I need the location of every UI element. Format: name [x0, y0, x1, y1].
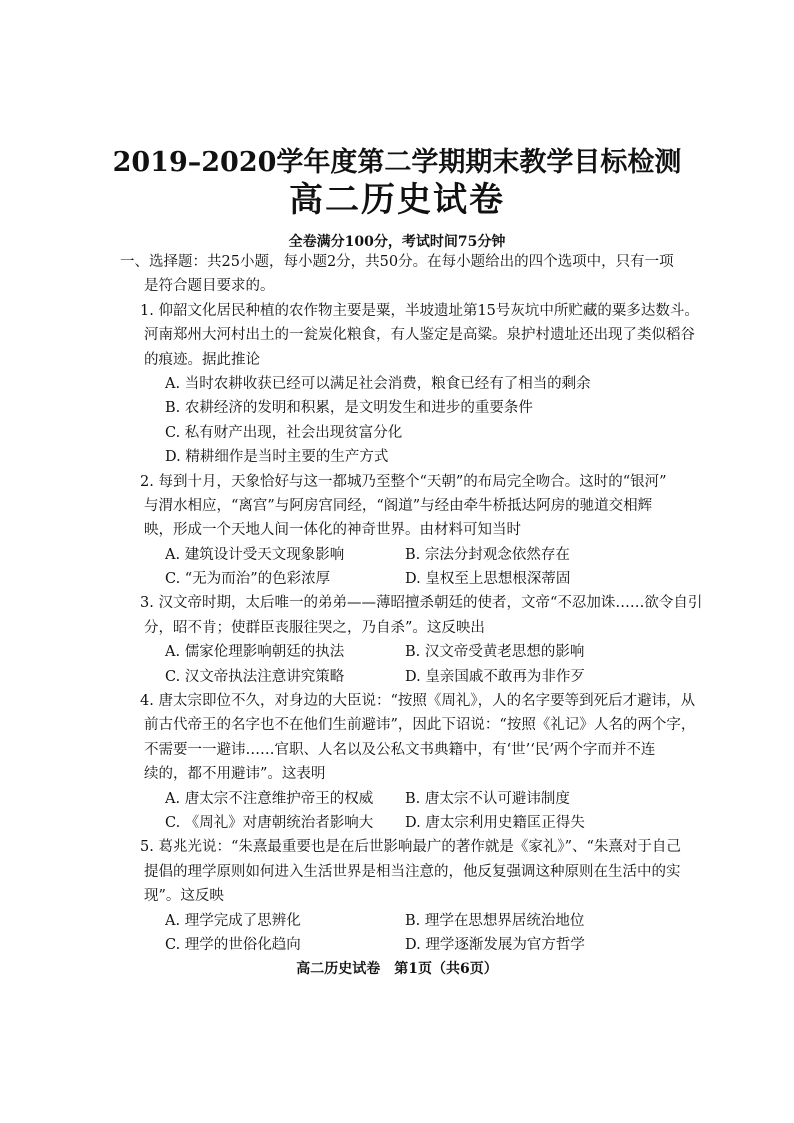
exam-subject: 高二历史试卷: [289, 180, 505, 220]
question-text: 提倡的理学原则如何进入生活世界是相当注意的，他反复强调这种原则在生活中的实: [144, 863, 681, 880]
option-row: [144, 543, 664, 567]
question-text: 4. 唐太宗即位不久，对身边的大臣说：“按照《周礼》，人的名字要等到死后才避讳，从: [140, 693, 696, 710]
question-text: 映，形成一个天地人间一体化的神奇世界。由材料可知当时: [144, 522, 521, 539]
option-d: D. 理学逐渐发展为官方哲学: [405, 936, 585, 953]
question-text: 5. 葛兆光说：“朱熹最重要也是在后世影响最广的著作就是《家礼》”、“朱熹对于自己: [140, 839, 681, 856]
option-row: [144, 567, 664, 591]
question-text: 续的，都不用避讳”。这表明: [144, 766, 326, 783]
question-text: 现”。这反映: [144, 888, 224, 905]
option-d: D. 皇亲国戚不敢再为非作歹: [405, 668, 585, 685]
question-4: [140, 689, 696, 835]
question-text: 河南郑州大河村出土的一瓮炭化粮食，有人鉴定是高粱。泉护村遗址还出现了类似稻谷: [144, 327, 695, 344]
question-2: [140, 470, 667, 592]
question-1: [140, 299, 699, 470]
option-c: C. 《周礼》对唐朝统治者影响大: [165, 814, 374, 831]
question-text: 与渭水相应，“离宫”与阿房宫同经，“阁道”与经由牵牛桥抵达阿房的驰道交相辉: [144, 497, 653, 514]
question-text: 前古代帝王的名字也不在他们生前避讳”，因此下诏说：“按照《礼记》人名的两个字，: [144, 717, 696, 734]
question-text: 的痕迹。据此推论: [144, 351, 260, 368]
exam-info: 全卷满分100分，考试时间75分钟: [288, 234, 506, 250]
option-a: A. 儒家伦理影响朝廷的执法: [165, 644, 345, 661]
option-row: [144, 640, 664, 664]
question-text: 1. 仰韶文化居民种植的农作物主要是粟，半坡遗址第15号灰坑中所贮藏的粟多达数斗。: [140, 302, 699, 319]
exam-title: 2019–2020学年度第二学期期末教学目标检测: [112, 147, 682, 178]
option-c: C. 私有财产出现，社会出现贫富分化: [165, 424, 403, 441]
option-row: [144, 811, 664, 835]
question-5: [140, 835, 681, 957]
option-row: [144, 933, 664, 957]
question-text: 2. 每到十月，天象恰好与这一都城乃至整个“天朝”的布局完全吻合。这时的“银河”: [140, 473, 667, 490]
option-a: A. 建筑设计受天文现象影响: [165, 546, 345, 563]
option-row: [144, 909, 664, 933]
option-a: A. 唐太宗不注意维护帝王的权威: [165, 790, 374, 807]
option-b: B. 宗法分封观念依然存在: [405, 546, 570, 563]
question-text: 不需要一一避讳……官职、人名以及公私文书典籍中，有‘世’‘民’两个字而并不连: [144, 741, 656, 758]
option-a: A. 当时农耕收获已经可以满足社会消费，粮食已经有了相当的剩余: [165, 375, 591, 392]
option-row: [144, 787, 664, 811]
option-b: B. 汉文帝受黄老思想的影响: [405, 644, 585, 661]
option-b: B. 理学在思想界居统治地位: [405, 912, 585, 929]
exam-content: [120, 250, 703, 957]
question-text: 分，昭不肯；使群臣丧服往哭之，乃自杀”。这反映出: [144, 619, 485, 636]
option-row: [144, 665, 664, 689]
question-text: 3. 汉文帝时期，太后唯一的弟弟——薄昭擅杀朝廷的使者，文帝“不忍加诛……欲令自引: [140, 595, 703, 612]
option-d: D. 皇权至上思想根深蒂固: [405, 571, 571, 588]
question-3: [140, 591, 703, 689]
section-heading-line-2: 是符合题目要求的。: [144, 278, 275, 295]
section-heading-line-1: 一、选择题：共25小题，每小题2分，共50分。在每小题给出的四个选项中，只有一项: [120, 254, 674, 270]
page-footer: 高二历史试卷 第1页（共6页）: [296, 961, 498, 977]
option-b: B. 农耕经济的发明和积累，是文明发生和进步的重要条件: [165, 400, 533, 417]
option-c: C. 汉文帝执法注意讲究策略: [165, 668, 345, 685]
option-c: C. 理学的世俗化趋向: [165, 936, 301, 953]
option-b: B. 唐太宗不认可避讳制度: [405, 790, 570, 807]
option-d: D. 精耕细作是当时主要的生产方式: [165, 449, 389, 466]
option-a: A. 理学完成了思辨化: [165, 912, 301, 929]
option-c: C. “无为而治”的色彩浓厚: [165, 571, 331, 588]
option-d: D. 唐太宗利用史籍匡正得失: [405, 814, 585, 831]
